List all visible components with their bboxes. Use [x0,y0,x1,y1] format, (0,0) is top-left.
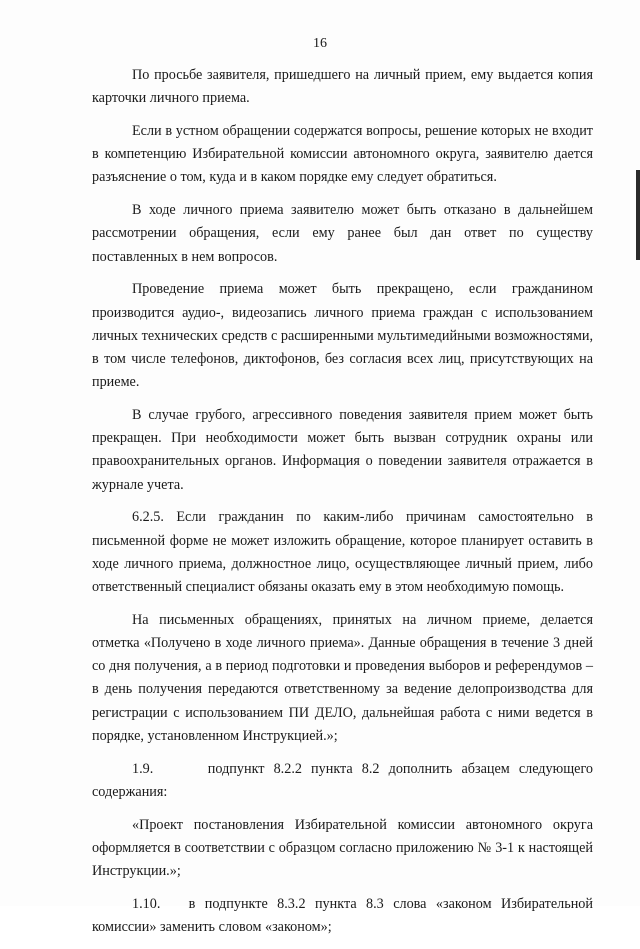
paragraph-recording-termination: Проведение приема может быть прекращено, если гражданином производится аудио-, видеозапись личного приема граждан с использованием личных технических средств с расширенными мультимедийными возможностями, в том числе телефонов, диктофонов, без согласия всех лиц, присутствующих на приеме. [92,281,593,391]
document-body [92,64,597,949]
paragraph-aggressive-behavior: В случае грубого, агрессивного поведения заявителя прием может быть прекращен. При необходимости может быть вызван сотрудник охраны или правоохранительных органов. Информация о поведении заявителя отражается в журнале учета. [92,407,593,493]
scan-edge-mark [636,170,640,260]
page-number: 16 [313,36,327,51]
paragraph-copy-of-card: По просьбе заявителя, пришедшего на личный прием, ему выдается копия карточки личного приема. [92,67,593,107]
paragraph-draft-resolution: «Проект постановления Избирательной комиссии автономного округа оформляется в соответствии с образцом согласно приложению № 3-1 к настоящей Инструкции.»; [92,816,593,880]
paragraph-written-appeals: На письменных обращениях, принятых на личном приеме, делается отметка «Получено в ходе личного приема». Данные обращения в течение 3 дней со дня получения, а в период подготовки и проведения выборов и референдумов – в день получения передаются ответственному за ведение делопроизводства для регистрации с использованием ПИ ДЕЛО, дальнейшая работа с ними ведется в порядке, установленном Инструкцией.»; [92,611,593,744]
paragraph-6-2-5: 6.2.5. Если гражданин по каким-либо причинам самостоятельно в письменной форме не может изложить обращение, которое планирует оставить в ходе личного приема, должностное лицо, осуществляющее личный прием, либо ответственный специалист обязаны оказать ему в этом необходимую помощь. [92,509,593,596]
paragraph-outside-competence: Если в устном обращении содержатся вопросы, решение которых не входит в компетенцию Избирательной комиссии автономного округа, заявителю дается разъяснение о том, куда и в каком порядке ему следует обратиться. [92,123,593,186]
paragraph-1-10: 1.10. в подпункте 8.3.2 пункта 8.3 слова «законом Избирательной комиссии» заменить словом «законом»; [92,895,597,936]
paragraph-refusal: В ходе личного приема заявителю может быть отказано в дальнейшем рассмотрении обращения, если ему ранее был дан ответ по существу поставленных в нем вопросов. [92,202,593,265]
paragraph-1-9: 1.9. подпункт 8.2.2 пункта 8.2 дополнить абзацем следующего содержания: [92,760,597,800]
